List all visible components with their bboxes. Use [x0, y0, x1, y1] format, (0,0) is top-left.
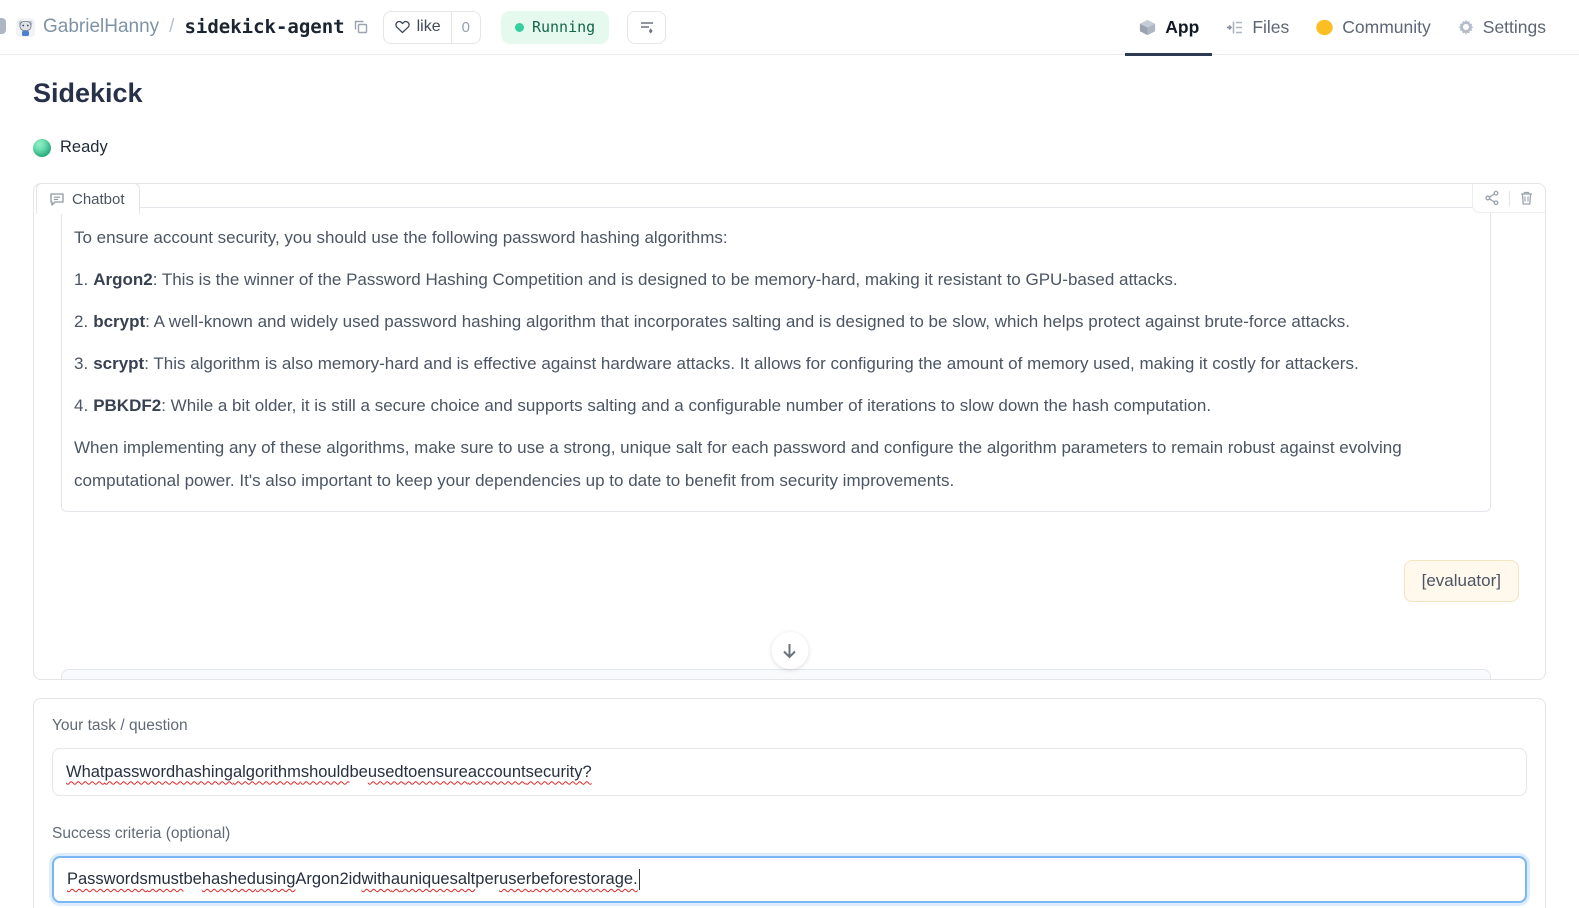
ready-status-label: Ready [60, 138, 108, 156]
like-label: like [416, 18, 441, 35]
chatbot-toolbar [1472, 184, 1545, 213]
breadcrumb-separator: / [169, 16, 175, 37]
bot-message-outro: When implementing any of these algorithms, make sure to use a strong, unique salt for each password and configure the algorithm parameters to remain robust against evolving computational power. It's also important to keep your dependencies up to date to benefit from security improvements. [74, 438, 1402, 490]
trash-icon[interactable] [1519, 190, 1534, 206]
tab-community[interactable] [1302, 0, 1444, 55]
user-message-row [34, 560, 1519, 602]
community-icon [1315, 18, 1334, 37]
page-title: Sidekick [33, 78, 143, 108]
site-header [0, 0, 1579, 55]
chat-bubble-icon [49, 192, 65, 207]
bot-message-item: 2. bcrypt: A well-known and widely used password hashing algorithm that incorporates salting and is designed to be slow, which helps protect against brute-force attacks. [74, 312, 1350, 331]
copy-icon[interactable] [353, 19, 369, 35]
criteria-label: Success criteria (optional) [52, 825, 231, 842]
tab-community-label: Community [1342, 16, 1431, 37]
bot-message-intro: To ensure account security, you should use the following password hashing algorithms: [74, 228, 728, 247]
space-name-link[interactable]: sidekick-agent [184, 16, 345, 38]
top-nav [1125, 0, 1546, 55]
toolbar-divider [1509, 191, 1510, 206]
task-label: Your task / question [52, 717, 188, 734]
bot-message [61, 207, 1491, 512]
chatbot-tab [36, 183, 140, 214]
status-badge[interactable] [501, 11, 609, 44]
tab-settings[interactable] [1444, 0, 1546, 55]
logs-button[interactable] [627, 11, 666, 44]
bot-message-item: 1. Argon2: This is the winner of the Password Hashing Competition and is designed to be memory-hard, making it resistant to GPU-based attacks. [74, 270, 1178, 289]
task-input[interactable]: What password hashing algorithm should be used to ensure account security? [52, 748, 1527, 796]
ready-status [33, 138, 1546, 157]
scroll-to-bottom-button[interactable] [771, 632, 808, 669]
user-message: [evaluator] [1404, 560, 1519, 602]
tab-settings-label: Settings [1482, 16, 1546, 37]
like-count[interactable]: 0 [451, 12, 480, 43]
cropped-edge-glyph [0, 18, 6, 34]
down-arrow-icon [780, 641, 800, 661]
green-ball-icon [33, 139, 51, 157]
chatbot-tab-label: Chatbot [72, 190, 125, 208]
bot-message-item: 4. PBKDF2: While a bit older, it is still a secure choice and supports salting and a configurable number of iterations to slow down the hash computation. [74, 396, 1212, 415]
next-message-partial [61, 669, 1491, 679]
bot-message-item: 3. scrypt: This algorithm is also memory-hard and is effective against hardware attacks. It allows for configuring the amount of memory used, making it costly for attackers. [74, 354, 1359, 373]
chatbot-panel [33, 183, 1546, 680]
files-icon [1225, 19, 1244, 36]
task-form [33, 698, 1546, 908]
text-caret [639, 869, 641, 890]
running-dot-icon [515, 23, 524, 32]
status-badge-label: Running [531, 18, 596, 36]
gear-icon [1457, 18, 1475, 36]
criteria-input[interactable]: Passwords must be hashed using Argon2id with a unique salt per user before storage. [52, 856, 1527, 903]
owner-link[interactable]: GabrielHanny [43, 16, 160, 37]
tab-files[interactable] [1212, 0, 1302, 55]
tab-files-label: Files [1252, 16, 1290, 37]
tab-app-label: App [1165, 16, 1200, 37]
like-button[interactable] [383, 11, 481, 44]
share-icon[interactable] [1484, 190, 1500, 206]
avatar[interactable] [16, 18, 35, 37]
cube-icon [1138, 18, 1157, 37]
space-breadcrumb [0, 16, 369, 38]
app-content [0, 78, 1579, 908]
tab-app[interactable] [1125, 0, 1212, 55]
heart-icon [394, 19, 411, 35]
